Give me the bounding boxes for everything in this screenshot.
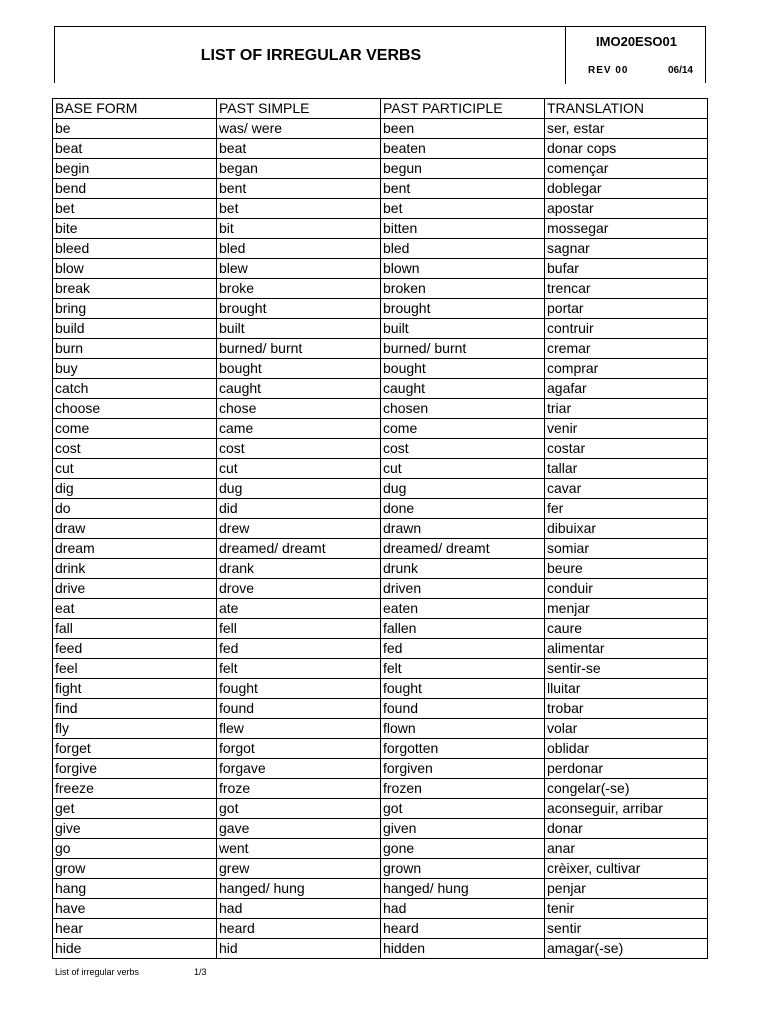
cell-translation: alimentar (545, 639, 708, 659)
cell-past-simple: ate (217, 599, 381, 619)
cell-base-form: do (53, 499, 217, 519)
cell-past-simple: bit (217, 219, 381, 239)
document-title: LIST OF IRREGULAR VERBS (200, 46, 422, 64)
cell-translation: venir (545, 419, 708, 439)
table-row (53, 279, 708, 299)
cell-base-form: forget (53, 739, 217, 759)
cell-base-form: grow (53, 859, 217, 879)
cell-past-participle: forgiven (381, 759, 545, 779)
cell-past-participle: dug (381, 479, 545, 499)
cell-translation: tallar (545, 459, 708, 479)
cell-past-simple: found (217, 699, 381, 719)
table-row (53, 239, 708, 259)
cell-past-participle: been (381, 119, 545, 139)
cell-past-participle: caught (381, 379, 545, 399)
cell-past-participle: cost (381, 439, 545, 459)
cell-base-form: fly (53, 719, 217, 739)
cell-translation: penjar (545, 879, 708, 899)
cell-base-form: catch (53, 379, 217, 399)
table-body (53, 119, 708, 959)
table-row (53, 179, 708, 199)
cell-base-form: draw (53, 519, 217, 539)
table-row (53, 739, 708, 759)
cell-translation: bufar (545, 259, 708, 279)
cell-past-simple: fought (217, 679, 381, 699)
cell-translation: agafar (545, 379, 708, 399)
cell-translation: comprar (545, 359, 708, 379)
cell-past-participle: bet (381, 199, 545, 219)
cell-past-participle: forgotten (381, 739, 545, 759)
cell-past-simple: blew (217, 259, 381, 279)
cell-past-simple: froze (217, 779, 381, 799)
table-row (53, 559, 708, 579)
cell-past-simple: bent (217, 179, 381, 199)
cell-past-simple: gave (217, 819, 381, 839)
cell-past-participle: flown (381, 719, 545, 739)
cell-past-simple: came (217, 419, 381, 439)
column-header-past-participle: PAST PARTICIPLE (381, 99, 545, 119)
table-row (53, 679, 708, 699)
cell-past-participle: driven (381, 579, 545, 599)
table-row (53, 539, 708, 559)
table-row (53, 799, 708, 819)
cell-base-form: build (53, 319, 217, 339)
table-row (53, 759, 708, 779)
table-row (53, 419, 708, 439)
table-row (53, 379, 708, 399)
cell-past-simple: drank (217, 559, 381, 579)
table-row (53, 359, 708, 379)
cell-past-participle: blown (381, 259, 545, 279)
cell-past-participle: bitten (381, 219, 545, 239)
cell-past-simple: bled (217, 239, 381, 259)
cell-translation: caure (545, 619, 708, 639)
cell-translation: perdonar (545, 759, 708, 779)
cell-translation: oblidar (545, 739, 708, 759)
cell-past-participle: done (381, 499, 545, 519)
cell-base-form: buy (53, 359, 217, 379)
cell-translation: contruir (545, 319, 708, 339)
cell-translation: beure (545, 559, 708, 579)
cell-translation: donar cops (545, 139, 708, 159)
table-row (53, 859, 708, 879)
cell-translation: menjar (545, 599, 708, 619)
cell-translation: cavar (545, 479, 708, 499)
cell-base-form: bend (53, 179, 217, 199)
cell-translation: sentir-se (545, 659, 708, 679)
cell-past-participle: fed (381, 639, 545, 659)
cell-base-form: eat (53, 599, 217, 619)
cell-translation: dibuixar (545, 519, 708, 539)
cell-past-simple: bet (217, 199, 381, 219)
table-row (53, 619, 708, 639)
cell-translation: fer (545, 499, 708, 519)
cell-past-simple: heard (217, 919, 381, 939)
cell-translation: conduir (545, 579, 708, 599)
table-row (53, 699, 708, 719)
cell-past-participle: hidden (381, 939, 545, 959)
cell-translation: doblegar (545, 179, 708, 199)
cell-past-simple: dreamed/ dreamt (217, 539, 381, 559)
cell-translation: congelar(-se) (545, 779, 708, 799)
cell-translation: sagnar (545, 239, 708, 259)
cell-past-simple: forgave (217, 759, 381, 779)
cell-base-form: blow (53, 259, 217, 279)
cell-past-simple: cost (217, 439, 381, 459)
table-header-row (53, 99, 708, 119)
cell-past-simple: drew (217, 519, 381, 539)
table-row (53, 319, 708, 339)
cell-base-form: drink (53, 559, 217, 579)
cell-past-participle: dreamed/ dreamt (381, 539, 545, 559)
cell-past-simple: grew (217, 859, 381, 879)
cell-past-simple: drove (217, 579, 381, 599)
footer-label: List of irregular verbs (55, 967, 140, 977)
column-header-base-form: BASE FORM (53, 99, 217, 119)
cell-translation: somiar (545, 539, 708, 559)
cell-past-simple: did (217, 499, 381, 519)
cell-past-simple: had (217, 899, 381, 919)
cell-past-simple: hid (217, 939, 381, 959)
cell-base-form: bleed (53, 239, 217, 259)
cell-base-form: give (53, 819, 217, 839)
cell-past-participle: broken (381, 279, 545, 299)
cell-past-participle: bent (381, 179, 545, 199)
cell-translation: ser, estar (545, 119, 708, 139)
cell-translation: cremar (545, 339, 708, 359)
revision-label: REV 00 (588, 65, 629, 76)
cell-base-form: beat (53, 139, 217, 159)
table-row (53, 779, 708, 799)
revision-date: 06/14 (667, 65, 693, 76)
cell-base-form: freeze (53, 779, 217, 799)
cell-translation: aconseguir, arribar (545, 799, 708, 819)
cell-past-simple: caught (217, 379, 381, 399)
table-row (53, 119, 708, 139)
cell-past-simple: was/ were (217, 119, 381, 139)
cell-translation: començar (545, 159, 708, 179)
cell-base-form: dig (53, 479, 217, 499)
cell-past-participle: eaten (381, 599, 545, 619)
cell-past-participle: heard (381, 919, 545, 939)
cell-base-form: forgive (53, 759, 217, 779)
document-code: IMO20ESO01 (596, 34, 677, 49)
table-row (53, 199, 708, 219)
cell-past-participle: felt (381, 659, 545, 679)
table-row (53, 399, 708, 419)
cell-translation: triar (545, 399, 708, 419)
cell-base-form: hear (53, 919, 217, 939)
table-row (53, 639, 708, 659)
cell-past-simple: forgot (217, 739, 381, 759)
cell-past-participle: burned/ burnt (381, 339, 545, 359)
cell-base-form: find (53, 699, 217, 719)
document-header (54, 26, 706, 83)
table-row (53, 479, 708, 499)
table-row (53, 899, 708, 919)
cell-translation: sentir (545, 919, 708, 939)
cell-base-form: cost (53, 439, 217, 459)
cell-translation: apostar (545, 199, 708, 219)
table-row (53, 499, 708, 519)
cell-translation: trencar (545, 279, 708, 299)
cell-past-participle: found (381, 699, 545, 719)
cell-translation: mossegar (545, 219, 708, 239)
cell-past-participle: drunk (381, 559, 545, 579)
cell-translation: costar (545, 439, 708, 459)
cell-past-participle: bought (381, 359, 545, 379)
table-row (53, 939, 708, 959)
table-row (53, 219, 708, 239)
cell-past-participle: got (381, 799, 545, 819)
cell-past-simple: chose (217, 399, 381, 419)
cell-past-participle: had (381, 899, 545, 919)
cell-past-participle: begun (381, 159, 545, 179)
cell-base-form: have (53, 899, 217, 919)
table-row (53, 519, 708, 539)
cell-past-simple: cut (217, 459, 381, 479)
cell-past-simple: brought (217, 299, 381, 319)
cell-past-participle: come (381, 419, 545, 439)
column-header-translation: TRANSLATION (545, 99, 708, 119)
cell-past-participle: brought (381, 299, 545, 319)
cell-base-form: be (53, 119, 217, 139)
cell-translation: donar (545, 819, 708, 839)
cell-past-participle: bled (381, 239, 545, 259)
cell-past-simple: went (217, 839, 381, 859)
table-row (53, 719, 708, 739)
table-row (53, 839, 708, 859)
table-row (53, 659, 708, 679)
table-row (53, 159, 708, 179)
cell-past-simple: fell (217, 619, 381, 639)
cell-base-form: bring (53, 299, 217, 319)
cell-past-simple: hanged/ hung (217, 879, 381, 899)
cell-past-participle: chosen (381, 399, 545, 419)
cell-past-participle: fought (381, 679, 545, 699)
cell-base-form: fall (53, 619, 217, 639)
table-row (53, 599, 708, 619)
cell-base-form: dream (53, 539, 217, 559)
cell-translation: portar (545, 299, 708, 319)
cell-base-form: choose (53, 399, 217, 419)
cell-base-form: drive (53, 579, 217, 599)
cell-base-form: fight (53, 679, 217, 699)
cell-past-participle: built (381, 319, 545, 339)
cell-past-participle: given (381, 819, 545, 839)
cell-past-participle: frozen (381, 779, 545, 799)
cell-base-form: get (53, 799, 217, 819)
cell-base-form: hide (53, 939, 217, 959)
cell-past-participle: beaten (381, 139, 545, 159)
table-row (53, 339, 708, 359)
table-row (53, 879, 708, 899)
page-number: 1/3 (194, 967, 207, 977)
cell-base-form: bite (53, 219, 217, 239)
cell-past-simple: got (217, 799, 381, 819)
table-row (53, 299, 708, 319)
cell-base-form: feed (53, 639, 217, 659)
cell-past-participle: gone (381, 839, 545, 859)
cell-base-form: bet (53, 199, 217, 219)
cell-past-participle: hanged/ hung (381, 879, 545, 899)
cell-base-form: feel (53, 659, 217, 679)
cell-translation: amagar(-se) (545, 939, 708, 959)
cell-past-participle: grown (381, 859, 545, 879)
cell-past-simple: beat (217, 139, 381, 159)
cell-base-form: come (53, 419, 217, 439)
cell-past-participle: fallen (381, 619, 545, 639)
cell-past-simple: bought (217, 359, 381, 379)
cell-base-form: hang (53, 879, 217, 899)
table-row (53, 819, 708, 839)
document-code-box (565, 27, 707, 84)
cell-past-simple: broke (217, 279, 381, 299)
cell-translation: anar (545, 839, 708, 859)
cell-translation: trobar (545, 699, 708, 719)
table-row (53, 459, 708, 479)
cell-translation: lluitar (545, 679, 708, 699)
irregular-verbs-table (52, 98, 708, 959)
cell-past-simple: flew (217, 719, 381, 739)
cell-translation: tenir (545, 899, 708, 919)
table-row (53, 919, 708, 939)
table-row (53, 139, 708, 159)
cell-base-form: burn (53, 339, 217, 359)
cell-past-participle: drawn (381, 519, 545, 539)
cell-past-simple: began (217, 159, 381, 179)
cell-past-participle: cut (381, 459, 545, 479)
column-header-past-simple: PAST SIMPLE (217, 99, 381, 119)
cell-past-simple: burned/ burnt (217, 339, 381, 359)
cell-past-simple: felt (217, 659, 381, 679)
cell-past-simple: fed (217, 639, 381, 659)
cell-translation: crèixer, cultivar (545, 859, 708, 879)
cell-base-form: cut (53, 459, 217, 479)
cell-base-form: break (53, 279, 217, 299)
cell-past-simple: dug (217, 479, 381, 499)
table-row (53, 439, 708, 459)
cell-translation: volar (545, 719, 708, 739)
cell-base-form: go (53, 839, 217, 859)
cell-base-form: begin (53, 159, 217, 179)
table-row (53, 579, 708, 599)
table-row (53, 259, 708, 279)
cell-past-simple: built (217, 319, 381, 339)
